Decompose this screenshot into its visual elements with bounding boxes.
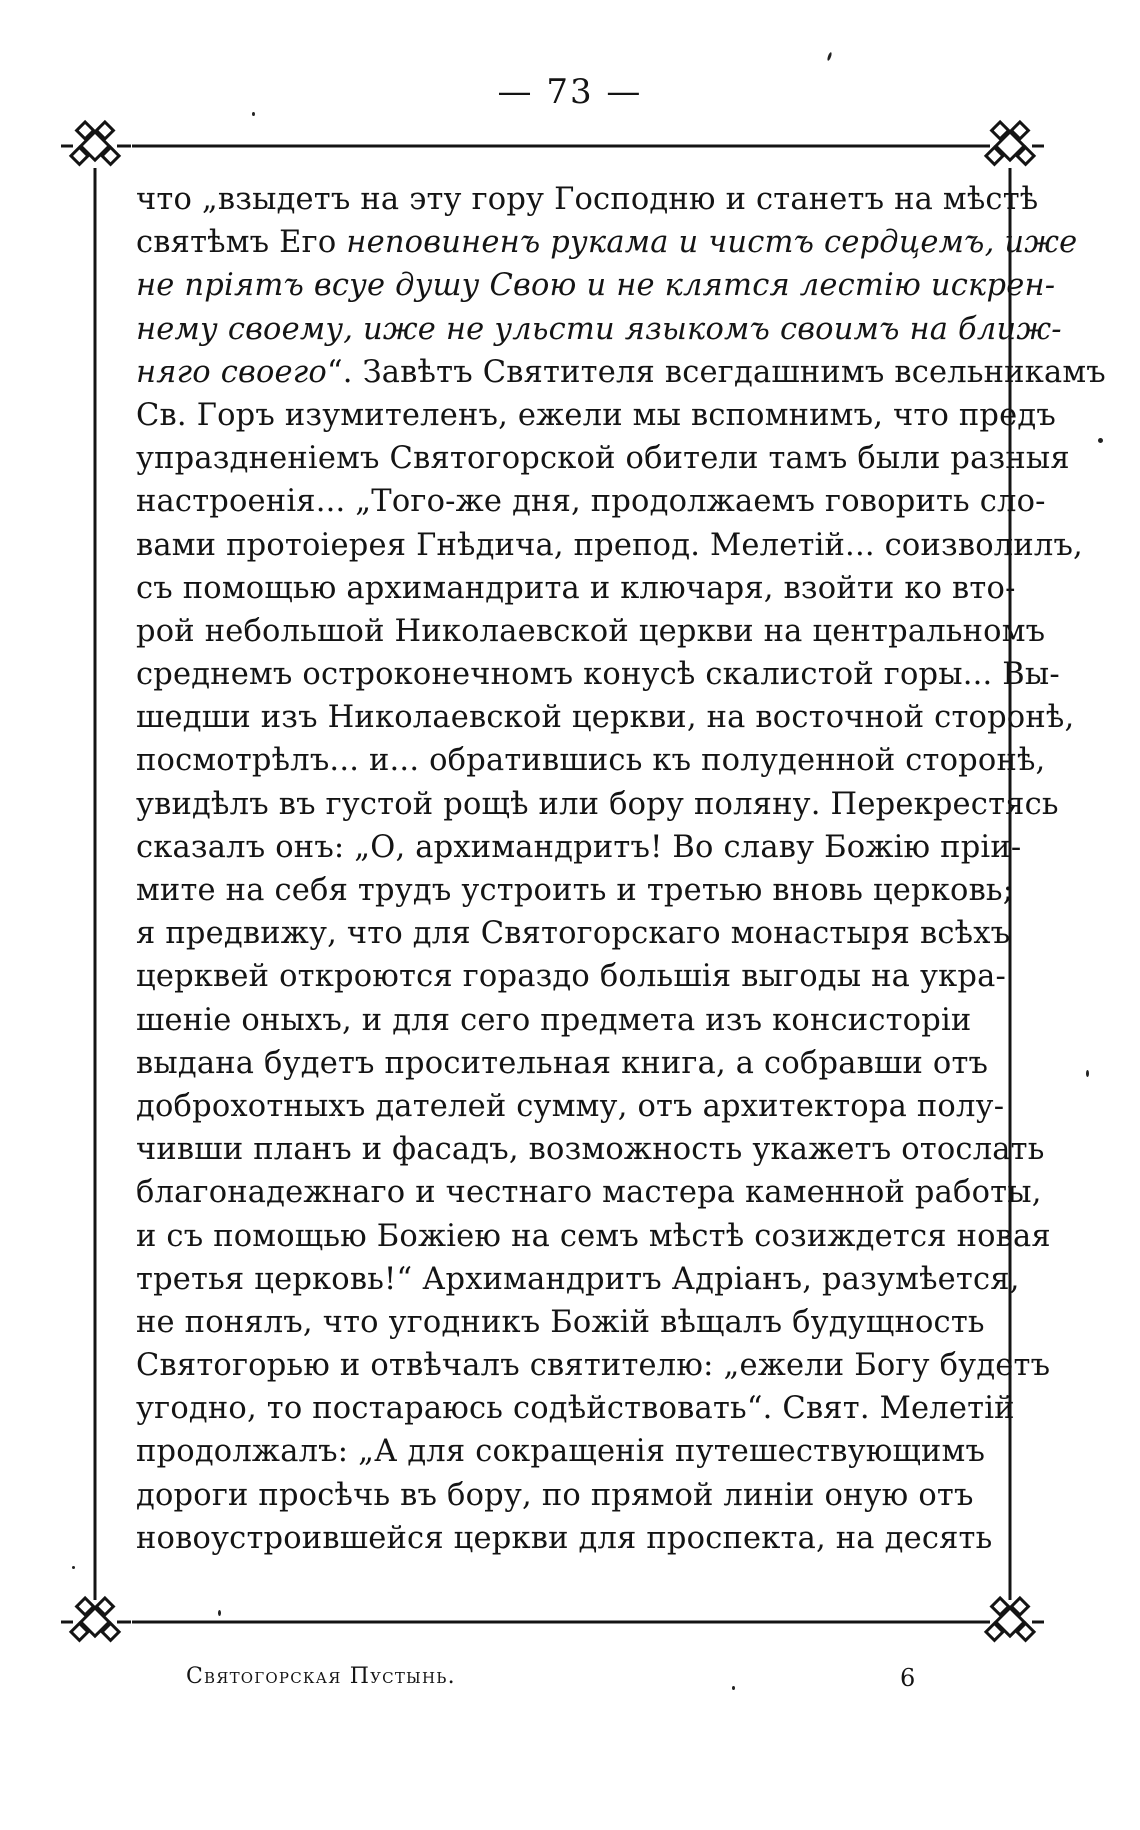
ink-speck bbox=[1086, 1070, 1089, 1077]
text-span: посмотрѣлъ... и... обратившись къ полуденной сторонѣ, bbox=[136, 743, 1046, 779]
text-line bbox=[136, 437, 1070, 480]
corner-ornament-bottom-left-icon bbox=[61, 1588, 131, 1640]
ink-speck bbox=[72, 1566, 75, 1569]
text-span: рой небольшой Николаевской церкви на центральномъ bbox=[136, 613, 1046, 649]
italic-quote-span: няго своего bbox=[136, 354, 327, 390]
text-span: дороги просѣчь въ бору, по прямой линіи оную отъ bbox=[136, 1477, 974, 1513]
text-line bbox=[136, 394, 1056, 437]
text-span: шеніе оныхъ, и для сего предмета изъ консисторіи bbox=[136, 1002, 972, 1038]
text-span: Святогорью и отвѣчалъ святителю: „ежели Богу будетъ bbox=[136, 1348, 1051, 1384]
text-span: угодно, то постараюсь содѣйствовать“. Свят. Мелетій bbox=[136, 1391, 1015, 1427]
text-line bbox=[136, 264, 1056, 307]
text-span: Св. Горъ изумителенъ, ежели мы вспомнимъ, что предъ bbox=[136, 397, 1056, 433]
text-line bbox=[136, 1430, 986, 1473]
running-footer-title: Святогорская Пустынь. bbox=[186, 1664, 456, 1689]
ink-speck bbox=[252, 112, 255, 116]
text-span: третья церковь!“ Архимандритъ Адріанъ, разумѣется, bbox=[136, 1261, 1020, 1297]
text-line bbox=[136, 524, 1083, 567]
text-line bbox=[136, 1042, 989, 1085]
text-line bbox=[136, 567, 1016, 610]
corner-ornament-top-left-icon bbox=[61, 122, 131, 180]
text-span: не понялъ, что угодникъ Божій вѣщалъ будущность bbox=[136, 1304, 985, 1340]
text-line bbox=[136, 1085, 1005, 1128]
text-line bbox=[136, 1517, 993, 1560]
text-span: выдана будетъ просительная книга, а собравши отъ bbox=[136, 1045, 989, 1081]
text-line bbox=[136, 912, 1011, 955]
text-span: что „взыдетъ на эту гору Господню и станетъ на мѣстѣ bbox=[136, 182, 1039, 217]
text-span: “. Завѣтъ Святителя всегдашнимъ всельникамъ bbox=[326, 354, 1106, 390]
text-line bbox=[136, 1128, 1045, 1171]
text-span: доброхотныхъ дателей сумму, отъ архитектора полу- bbox=[136, 1088, 1005, 1124]
text-line bbox=[136, 1474, 974, 1517]
text-line bbox=[136, 826, 1022, 869]
text-span: новоустроившейся церкви для проспекта, на десять bbox=[136, 1520, 993, 1556]
page-number: — 73 — bbox=[497, 72, 643, 112]
corner-ornament-top-right-icon bbox=[974, 122, 1044, 180]
text-line bbox=[136, 739, 1046, 782]
text-line bbox=[136, 1387, 1015, 1430]
text-line bbox=[136, 999, 972, 1042]
text-span: упраздненіемъ Святогорской обители тамъ были разныя bbox=[136, 441, 1070, 477]
body-text bbox=[136, 178, 1106, 1560]
corner-ornament-bottom-right-icon bbox=[974, 1588, 1044, 1640]
text-line bbox=[136, 653, 1060, 696]
text-line bbox=[136, 696, 1075, 739]
italic-quote-span: неповиненъ рукама и чистъ сердцемъ, иже bbox=[346, 225, 1078, 261]
text-line bbox=[136, 351, 1106, 394]
text-span: святѣмъ Его bbox=[136, 225, 347, 261]
text-span: я предвижу, что для Святогорскаго монастыря всѣхъ bbox=[136, 916, 1011, 952]
text-line bbox=[136, 1171, 1042, 1214]
text-span: чивши планъ и фасадъ, возможность укажетъ отослать bbox=[136, 1132, 1045, 1168]
text-line bbox=[136, 178, 1039, 221]
text-line bbox=[136, 955, 1006, 998]
italic-quote-span: нему своему, иже не ульсти языкомъ своимъ на ближ- bbox=[136, 311, 1062, 347]
text-line bbox=[136, 480, 1046, 523]
text-span: продолжалъ: „А для сокращенія путешествующимъ bbox=[136, 1434, 986, 1470]
text-span: съ помощью архимандрита и ключаря, взойти ко вто- bbox=[136, 570, 1016, 606]
text-line bbox=[136, 610, 1046, 653]
text-line bbox=[136, 308, 1062, 351]
text-line bbox=[136, 1215, 1051, 1258]
text-span: и съ помощью Божіею на семъ мѣстѣ созиждется новая bbox=[136, 1218, 1051, 1254]
text-span: среднемъ остроконечномъ конусѣ скалистой горы... Вы- bbox=[136, 657, 1060, 693]
text-line bbox=[136, 783, 1059, 826]
text-span: сказалъ онъ: „О, архимандритъ! Во славу Божію пріи- bbox=[136, 829, 1022, 865]
signature-mark: 6 bbox=[900, 1664, 917, 1692]
text-span: шедши изъ Николаевской церкви, на восточной сторонѣ, bbox=[136, 700, 1075, 736]
text-span: церквей откроются гораздо большія выгоды на укра- bbox=[136, 959, 1006, 995]
ink-speck bbox=[218, 1610, 221, 1616]
text-span: мите на себя трудъ устроить и третью вновь церковь; bbox=[136, 873, 1014, 908]
text-line bbox=[136, 221, 1078, 264]
text-line bbox=[136, 1344, 1051, 1387]
text-span: увидѣлъ въ густой рощѣ или бору поляну. Перекрестясь bbox=[136, 786, 1059, 822]
text-span: вами протоіерея Гнѣдича, препод. Мелетій... соизволилъ, bbox=[136, 527, 1083, 563]
text-line bbox=[136, 869, 1014, 912]
ink-speck bbox=[1098, 438, 1103, 443]
text-line bbox=[136, 1258, 1020, 1301]
text-span: настроенія... „Того-же дня, продолжаемъ говорить сло- bbox=[136, 484, 1046, 520]
italic-quote-span: не пріятъ всуе душу Свою и не клятся лестію искрен- bbox=[136, 268, 1056, 304]
ink-speck bbox=[732, 1686, 735, 1690]
text-span: благонадежнаго и честнаго мастера каменной работы, bbox=[136, 1175, 1042, 1211]
text-line bbox=[136, 1301, 985, 1344]
